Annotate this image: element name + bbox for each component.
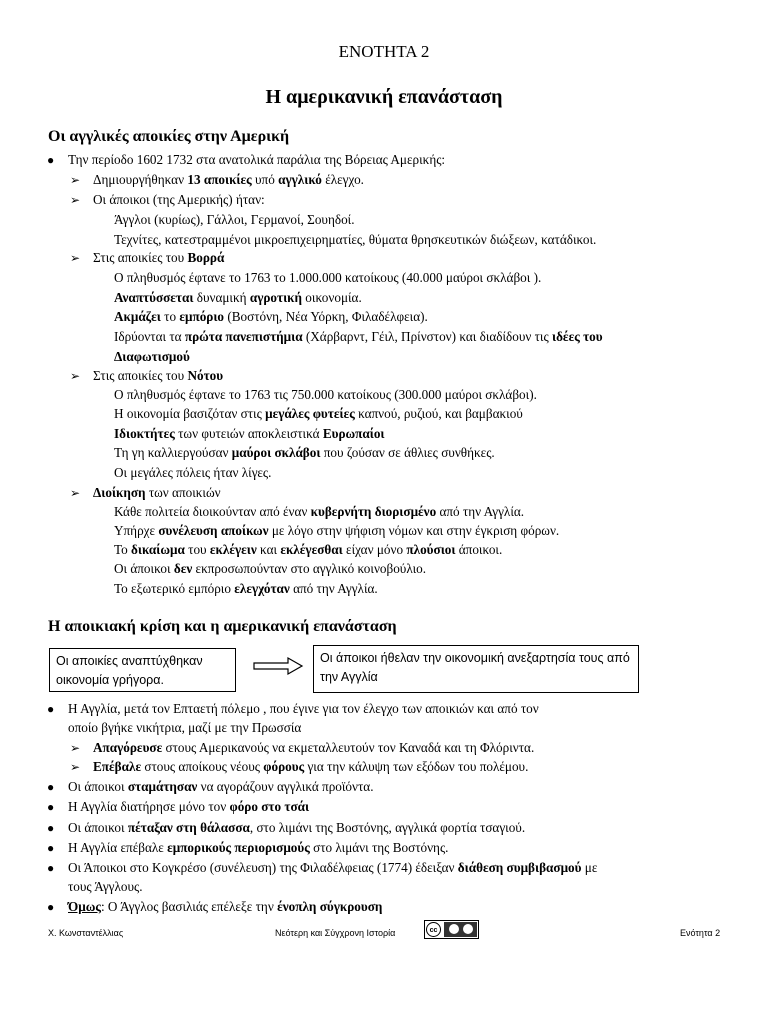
- arrow-bullet-icon: ➢: [70, 173, 81, 187]
- text-run: συνέλευση αποίκων: [158, 523, 269, 538]
- bullet-icon: ●: [47, 800, 55, 814]
- text-run: ιδέες του: [552, 329, 603, 344]
- text-run: στο λιμάνι της Βοστόνης.: [309, 840, 449, 855]
- cc-license-badge: [424, 920, 479, 939]
- text-run: πλούσιοι: [406, 542, 456, 557]
- text-run: του: [184, 542, 210, 557]
- text-line: [93, 485, 221, 501]
- text-run: καπνού, ρυζιού, και βαμβακιού: [354, 406, 523, 421]
- bullet-icon: ●: [47, 153, 55, 167]
- text-run: υπό: [251, 172, 279, 187]
- text-line: [114, 581, 378, 597]
- cc-by-icon: [449, 924, 459, 934]
- text-line: [68, 152, 445, 168]
- text-line: [114, 542, 502, 558]
- text-line: [114, 329, 603, 345]
- arrow-bullet-icon: ➢: [70, 369, 81, 383]
- cc-nc-icon: [463, 924, 473, 934]
- text-line: [68, 779, 374, 795]
- bullet-icon: ●: [47, 900, 55, 914]
- text-run: ελεγχόταν: [234, 581, 290, 596]
- text-run: Όμως: [68, 899, 101, 914]
- text-line: [93, 172, 364, 188]
- text-run: (Χάρβαρντ, Γέιλ, Πρίνστον) και διαδίδουν τις: [302, 329, 552, 344]
- text-run: δυναμική: [193, 290, 250, 305]
- text-run: οικονομία.: [302, 290, 362, 305]
- text-run: στους Αμερικανούς να εκμεταλλευτούν τον Καναδά και τη Φλόριντα.: [162, 740, 535, 755]
- text-run: Οι άποικοι: [68, 820, 128, 835]
- text-run: Ο πληθυσμός έφτανε το 1763 το 1.000.000 κατοίκους (40.000 μαύροι σκλάβοι ).: [114, 270, 542, 285]
- footer-author: Χ. Κωνσταντέλλιας: [48, 928, 124, 938]
- text-line: [114, 523, 559, 539]
- bullet-icon: ●: [47, 861, 55, 875]
- text-line: [114, 426, 385, 442]
- text-line: [68, 860, 597, 876]
- text-run: αγγλικό: [278, 172, 322, 187]
- text-run: δεν: [173, 561, 193, 576]
- text-run: Ιδιοκτήτες: [114, 426, 175, 441]
- text-run: πρώτα πανεπιστήμια: [184, 329, 303, 344]
- text-line: [114, 445, 495, 461]
- text-run: Οι άποικοι (της Αμερικής) ήταν:: [93, 192, 265, 207]
- text-run: με: [581, 860, 598, 875]
- text-line: [114, 309, 428, 325]
- text-run: σταμάτησαν: [127, 779, 198, 794]
- effect-box: Οι άποικοι ήθελαν την οικονομική ανεξαρτησία τους από την Αγγλία: [313, 645, 639, 693]
- text-line: [114, 270, 541, 286]
- text-run: δικαίωμα: [131, 542, 185, 557]
- text-line: [93, 740, 534, 756]
- text-run: Οι Άποικοι στο Κογκρέσο (συνέλευση) της Φιλαδέλφειας (1774) έδειξαν: [68, 860, 458, 875]
- arrow-bullet-icon: ➢: [70, 486, 81, 500]
- text-line: [114, 290, 362, 306]
- text-line: [114, 465, 271, 481]
- text-line: [93, 250, 224, 266]
- text-run: κυβερνήτη διορισμένο: [310, 504, 437, 519]
- arrow-bullet-icon: ➢: [70, 193, 81, 207]
- text-line: [114, 504, 524, 520]
- text-run: άποικοι.: [455, 542, 503, 557]
- text-run: Δημιουργήθηκαν: [93, 172, 188, 187]
- text-run: Η οικονομία βασιζόταν στις: [114, 406, 266, 421]
- text-run: Οι μεγάλες πόλεις ήταν λίγες.: [114, 465, 272, 480]
- text-run: έλεγχο.: [321, 172, 364, 187]
- footer-course: Νεότερη και Σύγχρονη Ιστορία: [275, 928, 396, 938]
- text-run: Στις αποικίες του: [93, 368, 188, 383]
- cause-box: Οι αποικίες αναπτύχθηκαν οικονομία γρήγορα.: [49, 648, 236, 692]
- text-line: [114, 406, 523, 422]
- text-run: εκλέγεσθαι: [280, 542, 343, 557]
- text-run: είχαν μόνο: [342, 542, 407, 557]
- text-run: Ευρωπαίοι: [322, 426, 385, 441]
- text-run: διάθεση συμβιβασμού: [457, 860, 582, 875]
- bullet-icon: ●: [47, 702, 55, 716]
- text-run: τους Άγγλους.: [68, 879, 143, 894]
- section-heading-crisis: Η αποικιακή κρίση και η αμερικανική επανάσταση: [48, 618, 397, 635]
- text-run: εκπροσωπούνταν στο αγγλικό κοινοβούλιο.: [192, 561, 427, 576]
- text-run: Στις αποικίες του: [93, 250, 188, 265]
- text-run: για την κάλυψη των εξόδων του πολέμου.: [304, 759, 529, 774]
- text-run: Η Αγγλία διατήρησε μόνο τον: [68, 799, 230, 814]
- text-line: [114, 387, 537, 403]
- bullet-icon: ●: [47, 841, 55, 855]
- text-line: [93, 192, 265, 208]
- arrow-bullet-icon: ➢: [70, 760, 81, 774]
- arrow-bullet-icon: ➢: [70, 741, 81, 755]
- bullet-icon: ●: [47, 780, 55, 794]
- text-run: : Ο Άγγλος βασιλιάς επέλεξε την: [100, 899, 278, 914]
- footer-unit: Ενότητα 2: [680, 928, 721, 938]
- text-run: Διοίκηση: [93, 485, 146, 500]
- text-run: Την περίοδο 1602 1732 στα ανατολικά παράλια της Βόρειας Αμερικής:: [68, 152, 446, 167]
- text-run: πέταξαν στη θάλασσα: [127, 820, 250, 835]
- text-run: Το εξωτερικό εμπόριο: [114, 581, 235, 596]
- text-run: με λόγο στην ψήφιση νόμων και στην έγκριση φόρων.: [268, 523, 560, 538]
- arrow-bullet-icon: ➢: [70, 251, 81, 265]
- text-run: από την Αγγλία.: [289, 581, 378, 596]
- license-terms-bar: [444, 922, 477, 937]
- text-run: εμπορικούς περιορισμούς: [167, 840, 310, 855]
- text-run: που ζούσαν σε άθλιες συνθήκες.: [320, 445, 495, 460]
- cc-icon: cc: [426, 922, 441, 937]
- text-line: [68, 820, 525, 836]
- text-line: [68, 799, 309, 815]
- text-run: Οι άποικοι: [114, 561, 174, 576]
- text-line: [68, 899, 382, 915]
- text-run: 13 αποικίες: [187, 172, 252, 187]
- text-run: των φυτειών αποκλειστικά: [174, 426, 323, 441]
- text-run: Η Αγγλία επέβαλε: [68, 840, 168, 855]
- text-run: μεγάλες φυτείες: [265, 406, 355, 421]
- text-run: αγροτική: [249, 290, 302, 305]
- text-run: Νότου: [187, 368, 224, 383]
- arrow-right-icon: [252, 656, 304, 676]
- text-line: [68, 720, 301, 736]
- text-run: Ακμάζει: [114, 309, 161, 324]
- text-run: (Βοστόνη, Νέα Υόρκη, Φιλαδέλφεια).: [224, 309, 428, 324]
- page-title: Η αμερικανική επανάσταση: [265, 86, 503, 108]
- text-run: Διαφωτισμού: [114, 349, 190, 364]
- text-run: Απαγόρευσε: [93, 740, 163, 755]
- text-line: [114, 349, 190, 365]
- text-run: Επέβαλε: [93, 759, 142, 774]
- bullet-icon: ●: [47, 821, 55, 835]
- text-run: Βορρά: [187, 250, 225, 265]
- text-run: Το: [114, 542, 132, 557]
- text-run: εκλέγειν: [209, 542, 257, 557]
- text-run: μαύροι σκλάβοι: [231, 445, 321, 460]
- text-run: Η Αγγλία, μετά τον Επταετή πόλεμο , που έγινε για τον έλεγχο των αποικιών και από τον: [68, 701, 539, 716]
- text-run: φόρους: [263, 759, 305, 774]
- text-run: Αναπτύσσεται: [114, 290, 194, 305]
- text-run: το: [160, 309, 180, 324]
- text-run: από την Αγγλία.: [436, 504, 525, 519]
- text-run: οποίο βγήκε νικήτρια, μαζί με την Πρωσσία: [68, 720, 302, 735]
- text-run: Τεχνίτες, κατεστραμμένοι μικροεπιχειρηματίες, θύματα θρησκευτικών διώξεων, κατάδικοι.: [114, 232, 597, 247]
- text-run: Υπήρχε: [114, 523, 159, 538]
- text-line: [114, 232, 596, 248]
- text-run: φόρο στο τσάι: [229, 799, 310, 814]
- text-line: [93, 759, 528, 775]
- text-line: [93, 368, 223, 384]
- text-run: Ο πληθυσμός έφτανε το 1763 τις 750.000 κατοίκους (300.000 μαύροι σκλάβοι).: [114, 387, 537, 402]
- text-run: στους αποίκους νέους: [141, 759, 264, 774]
- text-run: Οι άποικοι: [68, 779, 128, 794]
- unit-label: ΕΝΟΤΗΤΑ 2: [338, 42, 430, 61]
- text-run: , στο λιμάνι της Βοστόνης, αγγλικά φορτία τσαγιού.: [249, 820, 526, 835]
- text-run: και: [256, 542, 281, 557]
- text-line: [68, 879, 143, 895]
- text-line: [68, 701, 539, 717]
- text-line: [114, 561, 426, 577]
- text-run: Άγγλοι (κυρίως), Γάλλοι, Γερμανοί, Σουηδοί.: [114, 212, 355, 227]
- text-run: Κάθε πολιτεία διοικούνταν από έναν: [114, 504, 311, 519]
- text-run: Τη γη καλλιεργούσαν: [114, 445, 232, 460]
- text-line: [114, 212, 355, 228]
- text-run: να αγοράζουν αγγλικά προϊόντα.: [197, 779, 374, 794]
- text-run: ένοπλη σύγκρουση: [277, 899, 383, 914]
- text-run: Ιδρύονται τα: [114, 329, 185, 344]
- section-heading-colonies: Οι αγγλικές αποικίες στην Αμερική: [48, 128, 290, 145]
- text-run: εμπόριο: [179, 309, 225, 324]
- text-run: των αποικιών: [145, 485, 221, 500]
- text-line: [68, 840, 448, 856]
